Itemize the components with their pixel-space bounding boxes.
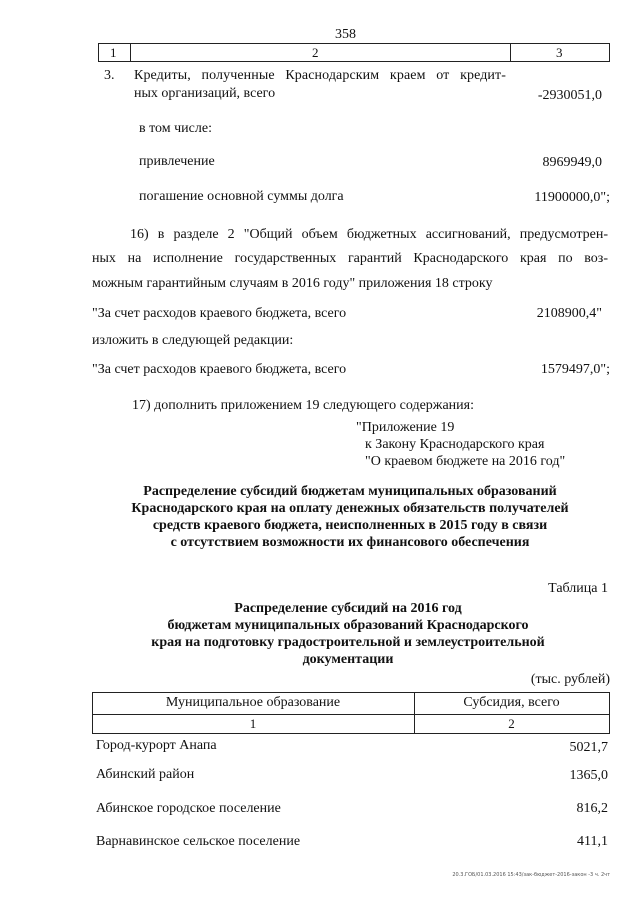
appendix-line1: "Приложение 19	[356, 420, 455, 435]
old-row-value: 2108900,4"	[536, 306, 602, 321]
repayment-value: 11900000,0";	[534, 190, 610, 205]
table1-label: Таблица 1	[548, 581, 608, 596]
top-table-col2: 2	[312, 45, 319, 60]
table1-header-subsidy: Субсидия, всего	[463, 695, 560, 710]
old-row-label: "За счет расходов краевого бюджета, всего	[92, 306, 347, 321]
table-row-value: 411,1	[577, 834, 608, 849]
table-row-name: Город-курорт Анапа	[96, 738, 217, 753]
heading-line3: средств краевого бюджета, неисполненных в 2015 году в связи	[152, 518, 548, 533]
heading-line2: Краснодарского края на оплату денежных обязательств получателей	[131, 501, 569, 516]
new-row-value: 1579497,0";	[540, 362, 610, 377]
table1-colnum-2: 2	[508, 716, 515, 731]
table1-title-line1: Распределение субсидий на 2016 год	[234, 601, 462, 616]
table-row-value: 5021,7	[569, 740, 608, 755]
table-row-name: Абинский район	[96, 767, 195, 782]
para16-line2: ных на исполнение государственных гарантий Краснодарского края по воз-	[92, 251, 608, 266]
heading-line1: Распределение субсидий бюджетам муниципальных образований	[143, 484, 557, 499]
page-number: 358	[335, 27, 356, 42]
new-row-label: "За счет расходов краевого бюджета, всего	[92, 362, 347, 377]
top-table-col3: 3	[556, 45, 563, 60]
credits-line2: ных организаций, всего	[134, 86, 276, 101]
credits-including: в том числе:	[139, 121, 212, 136]
appendix-line2: к Закону Краснодарского края	[365, 437, 545, 452]
table-row-value: 1365,0	[569, 768, 608, 783]
appendix-line3: "О краевом бюджете на 2016 год"	[365, 454, 566, 469]
heading-line4: с отсутствием возможности их финансового обеспечения	[170, 535, 530, 550]
para16-state: изложить в следующей редакции:	[92, 333, 294, 348]
units-label: (тыс. рублей)	[530, 672, 610, 687]
para16-line1: 16) в разделе 2 "Общий объем бюджетных ассигнований, предусмотрен-	[130, 227, 608, 242]
top-table-col1: 1	[110, 45, 117, 60]
table1-title-line3: края на подготовку градостроительной и землеустроительной	[151, 635, 545, 650]
table1-title-line2: бюджетам муниципальных образований Краснодарского	[167, 618, 529, 633]
table1-colnum-1: 1	[249, 716, 257, 731]
table1-title-line4: документации	[302, 652, 394, 667]
para16-line3: можным гарантийным случаям в 2016 году" приложения 18 строку	[92, 276, 493, 291]
credits-number: 3.	[104, 68, 115, 83]
table-row-name: Варнавинское сельское поселение	[96, 834, 301, 849]
repayment-label: погашение основной суммы долга	[139, 189, 344, 204]
credits-line1: Кредиты, полученные Краснодарским краем от кредит-	[134, 68, 506, 83]
table-row-name: Абинское городское поселение	[96, 801, 281, 816]
paragraph-17: 17) дополнить приложением 19 следующего содержания:	[132, 398, 474, 413]
table-row-value: 816,2	[576, 801, 608, 816]
attraction-value: 8969949,0	[542, 155, 602, 170]
credits-total-value: -2930051,0	[537, 88, 602, 103]
document-footer: 20.3.ГОБ/01.03.2016 15:43/зак-бюджет-2016-закон -3 ч. 2чт	[452, 872, 610, 878]
attraction-label: привлечение	[139, 154, 215, 169]
table1-header-municipality: Муниципальное образование	[165, 695, 341, 710]
